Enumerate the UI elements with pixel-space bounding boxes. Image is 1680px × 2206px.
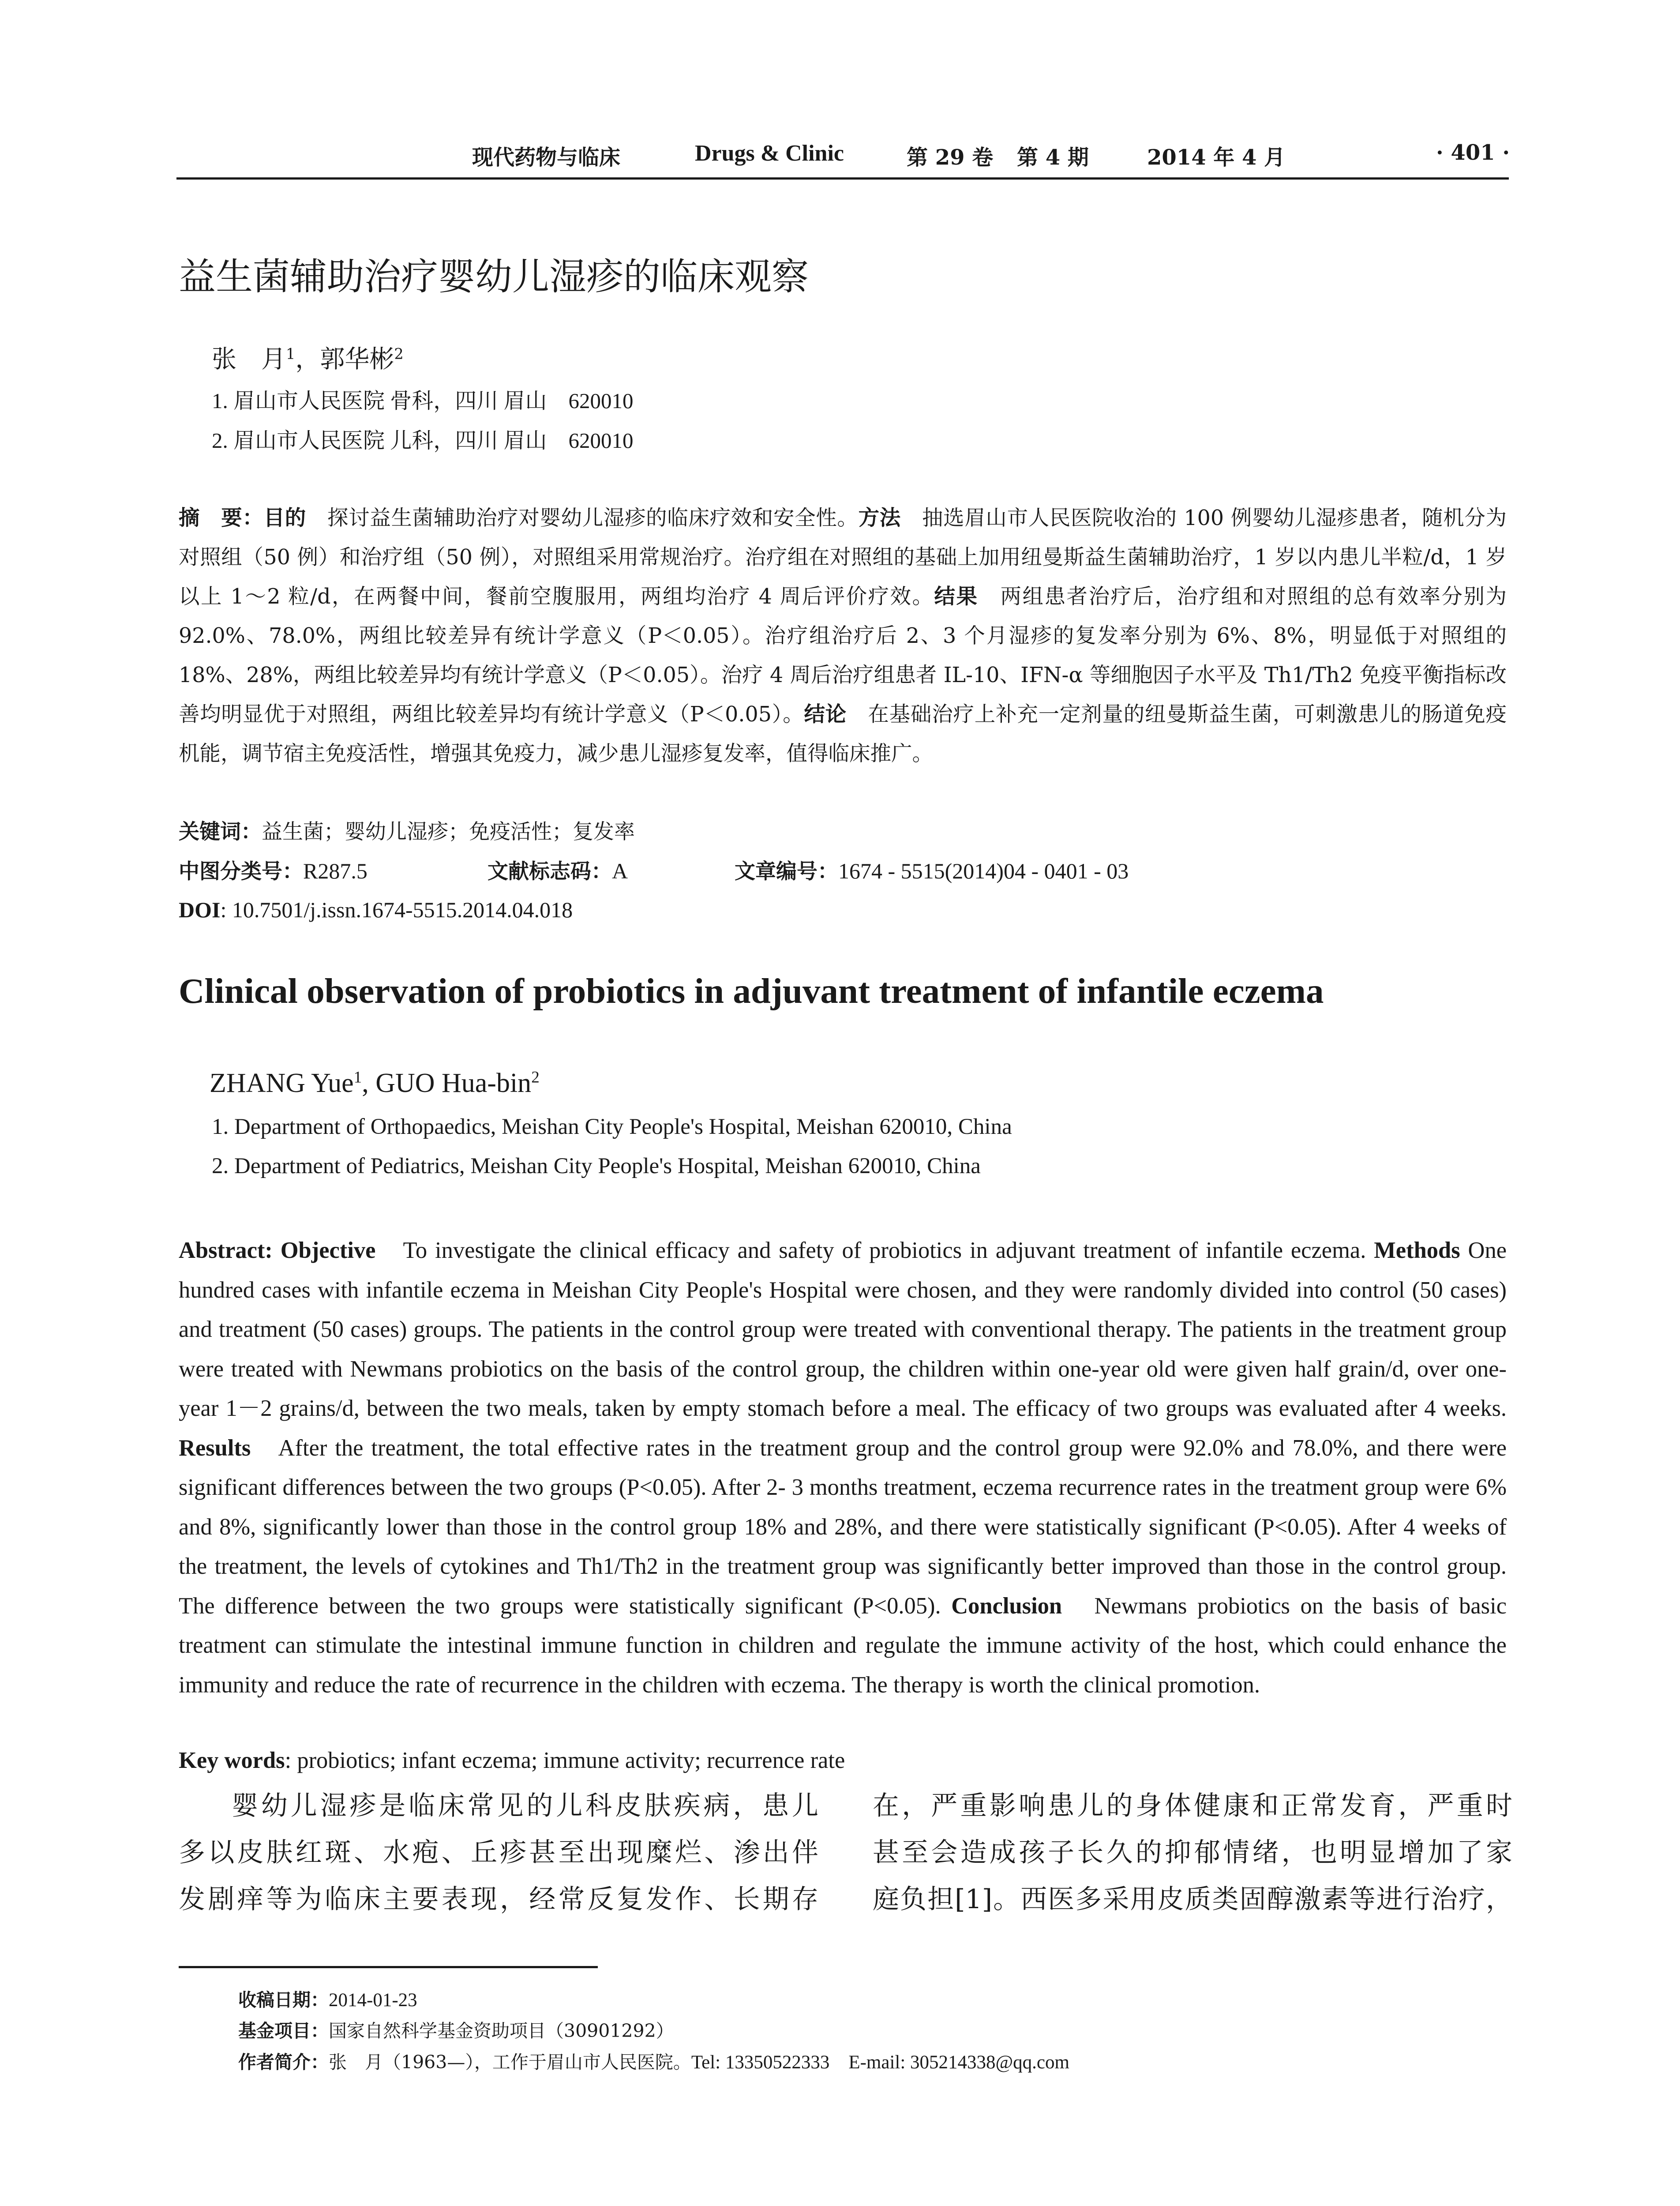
- results-text: After the treatment, the total effective rates in the treatment group and the control group were 92.0% and 78.0%, and there were significant differences between the two groups (P<0.05). After 2- 3 months treatment, eczema recurrence rates in the treatment group were 6% and 8%, significantly lower than those in the control group 18% and 28%, and there were statistically significant (P<0.05). After 4 weeks of the treatment, the levels of cytokines and Th1/Th2 in the treatment group was significantly better improved than those in the control group. The difference between the two groups were statistically significant (P<0.05).: [179, 1435, 1507, 1619]
- chinese-affiliation-1: 1. 眉山市人民医院 骨科，四川 眉山 620010: [212, 389, 634, 413]
- body-line: 婴幼儿湿疹是临床常见的儿科皮肤疾病，患儿: [232, 1790, 818, 1821]
- english-title: Clinical observation of probiotics in adjuvant treatment of infantile eczema: [179, 971, 1324, 1011]
- footnote-rule: [179, 1966, 598, 1968]
- results-label: 结果: [934, 585, 979, 609]
- issue-date: 2014 年 4 月: [1147, 145, 1286, 170]
- body-line: 庭负担[1]。西医多采用皮质类固醇激素等进行治疗，: [873, 1884, 1512, 1915]
- body-line: 甚至会造成孩子长久的抑郁情绪，也明显增加了家: [873, 1837, 1512, 1868]
- bio-contact: Tel: 13350522333 E-mail: 305214338@qq.com: [691, 2052, 1069, 2073]
- doi-label: DOI: [179, 897, 221, 922]
- clc-value: R287.5: [303, 859, 368, 883]
- methods-label: 方法: [858, 506, 901, 530]
- body-column-left: [179, 1782, 818, 1923]
- affiliation-mark: 2: [531, 1068, 540, 1087]
- received-label: 收稿日期：: [238, 1989, 329, 2011]
- chinese-abstract: [179, 499, 1507, 773]
- english-authors: [210, 1068, 540, 1099]
- methods-text: 抽选眉山市人民医院收治的 100 例婴幼儿湿疹患者，随机分为对照组（50 例）和治疗组（50 例），对照组采用常规治疗。治疗组在对照组的基础上加用纽曼斯益生菌辅助治疗，1 岁以内患儿半粒/d，1 岁以上 1～2 粒/d，在两餐中间，餐前空腹服用，两组均治疗 4 周后评价疗效。: [179, 506, 1507, 609]
- author-name: 郭华彬: [320, 345, 394, 374]
- abstract-label: 摘 要：: [179, 506, 264, 530]
- article-id-value: 1674 - 5515(2014)04 - 0401 - 03: [838, 859, 1129, 883]
- fund-text: 国家自然科学基金资助项目（30901292）: [329, 2020, 674, 2041]
- author-separator: ，: [295, 345, 320, 374]
- volume: 第 29 卷: [907, 145, 994, 170]
- english-affiliation-2: 2. Department of Pediatrics, Meishan City People's Hospital, Meishan 620010, China: [212, 1154, 981, 1178]
- objective-text: 探讨益生菌辅助治疗对婴幼儿湿疹的临床疗效和安全性。: [306, 506, 859, 530]
- objective-label: 目的: [263, 506, 306, 530]
- english-affiliation-1: 1. Department of Orthopaedics, Meishan City People's Hospital, Meishan 620010, China: [212, 1114, 1012, 1139]
- chinese-affiliation-2: 2. 眉山市人民医院 儿科，四川 眉山 620010: [212, 428, 634, 453]
- author-name: 张 月: [212, 345, 286, 374]
- footnote-fund: [238, 2016, 674, 2042]
- bio-label: 作者简介：: [238, 2052, 329, 2073]
- clc-label: 中图分类号：: [179, 859, 303, 884]
- running-header: [176, 140, 1509, 176]
- body-column-right: [873, 1782, 1512, 1923]
- chinese-authors: [212, 340, 404, 375]
- affiliation-mark: 1: [353, 1068, 362, 1087]
- objective-text: To investigate the clinical efficacy and safety of probiotics in adjuvant treatment of infantile eczema.: [375, 1238, 1374, 1263]
- results-label: Results: [179, 1435, 251, 1461]
- journal-name-en: Drugs & Clinic: [695, 141, 844, 166]
- author-name: ZHANG Yue: [210, 1068, 354, 1098]
- methods-label: Methods: [1374, 1238, 1460, 1263]
- methods-text: One hundred cases with infantile eczema in Meishan City People's Hospital were chosen, and they were randomly divided into control (50 cases) and treatment (50 cases) groups. The patients in the control group were treated with conventional therapy. The patients in the treatment group were treated with Newmans probiotics on the basis of the control group, the children within one-year old were given half grain/d, over one-year 1－2 grains/d, between the two meals, taken by empty stomach before a meal. The efficacy of two groups was evaluated after 4 weeks.: [179, 1238, 1507, 1421]
- issue: 第 4 期: [1017, 145, 1089, 170]
- keywords-text: : probiotics; infant eczema; immune activity; recurrence rate: [285, 1748, 845, 1773]
- english-keywords: [179, 1747, 845, 1774]
- page-number: · 401 ·: [1436, 140, 1510, 165]
- footnote-author-bio: [238, 2047, 1069, 2074]
- chinese-title: 益生菌辅助治疗婴幼儿湿疹的临床观察: [179, 255, 809, 298]
- keywords-label: 关键词：: [179, 820, 262, 844]
- conclusion-text: 在基础治疗上补充一定剂量的纽曼斯益生菌，可刺激患儿的肠道免疫机能，调节宿主免疫活性，增强其免疫力，减少患儿湿疹复发率，值得临床推广。: [179, 702, 1507, 766]
- results-text: 两组患者治疗后，治疗组和对照组的总有效率分别为 92.0%、78.0%，两组比较差异有统计学意义（P＜0.05）。治疗组治疗后 2、3 个月湿疹的复发率分别为 6%、8%，明显低于对照组的 18%、28%，两组比较差异均有统计学意义（P＜0.05）。治疗 4 周后治疗组患者 IL-10、IFN-α 等细胞因子水平及 Th1/Th2 免疫平衡指标改善均明显优于对照组，两组比较差异均有统计学意义（P＜0.05）。: [179, 585, 1507, 727]
- journal-name-cn: 现代药物与临床: [472, 145, 621, 170]
- doi-value: : 10.7501/j.issn.1674-5515.2014.04.018: [220, 897, 573, 922]
- document-code-field: [488, 852, 735, 891]
- body-line: 发剧痒等为临床主要表现，经常反复发作、长期存: [179, 1884, 818, 1915]
- body-line: 在，严重影响患儿的身体健康和正常发育，严重时: [873, 1790, 1512, 1821]
- doi-line: [179, 890, 1507, 930]
- header-rule: [176, 177, 1509, 180]
- conclusion-label: Conclusion: [951, 1593, 1062, 1619]
- footnote-received: [238, 1985, 417, 2011]
- conclusion-label: 结论: [804, 702, 847, 727]
- keywords-text: 益生菌；婴幼儿湿疹；免疫活性；复发率: [262, 820, 635, 844]
- keywords-label: Key words: [179, 1748, 285, 1773]
- article-id-field: [735, 852, 1129, 891]
- english-abstract: [179, 1231, 1507, 1705]
- classification-line: [179, 852, 1507, 891]
- affiliation-mark: 2: [394, 345, 404, 363]
- received-date: 2014-01-23: [329, 1990, 417, 2011]
- document-code-value: A: [612, 859, 628, 883]
- affiliation-mark: 1: [286, 345, 296, 363]
- document-code-label: 文献标志码：: [488, 859, 612, 884]
- clc-field: [179, 852, 488, 891]
- objective-label: Abstract: Objective: [179, 1238, 376, 1263]
- chinese-keywords: [179, 812, 1507, 852]
- conclusion-text: Newmans probiotics on the basis of basic treatment can stimulate the intestinal immune function in children and regulate the immune activity of the host, which could enhance the immunity and reduce the rate of recurrence in the children with eczema. The therapy is worth the clinical promotion.: [179, 1593, 1507, 1698]
- body-line: 多以皮肤红斑、水疱、丘疹甚至出现糜烂、渗出伴: [179, 1837, 818, 1868]
- bio-text: 张 月（1963—），工作于眉山市人民医院。: [329, 2052, 691, 2073]
- article-id-label: 文章编号：: [735, 859, 838, 884]
- author-name: , GUO Hua-bin: [362, 1068, 532, 1098]
- fund-label: 基金项目：: [238, 2020, 329, 2041]
